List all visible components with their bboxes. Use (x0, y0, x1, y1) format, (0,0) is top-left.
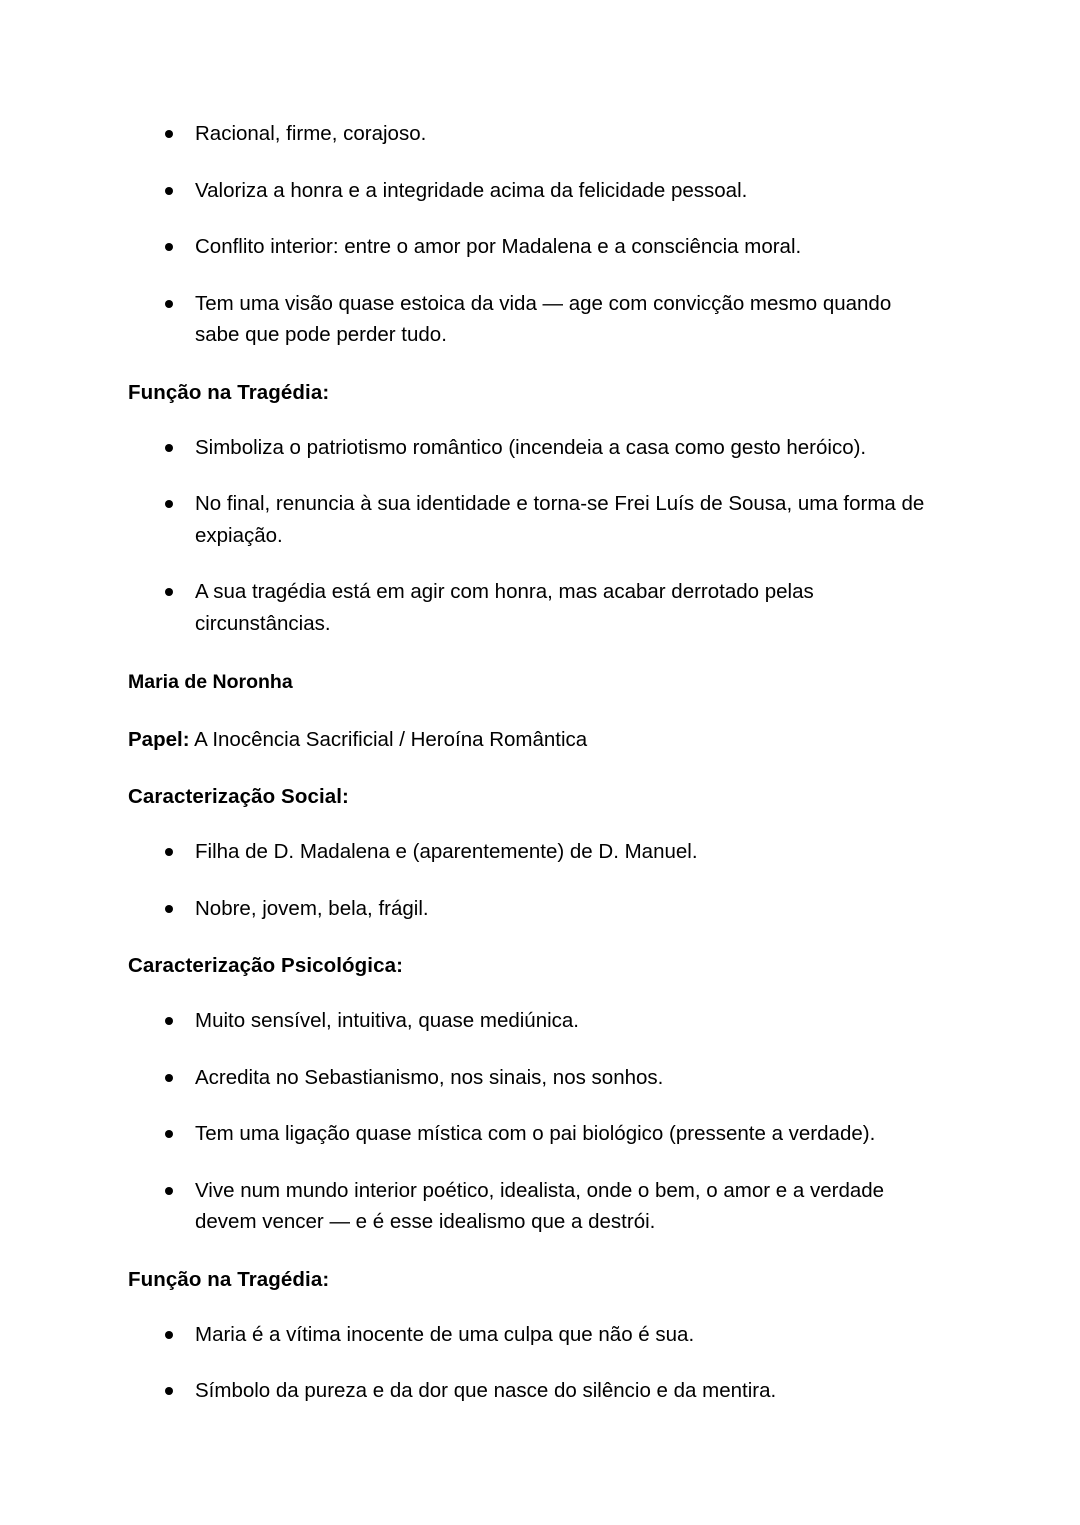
list-item-text: Nobre, jovem, bela, frágil. (195, 896, 429, 920)
list-item-text: A sua tragédia está em agir com honra, mas acabar derrotado pelas circunstâncias. (195, 580, 814, 635)
bullet-point-icon (165, 1319, 175, 1351)
list-item (128, 893, 940, 925)
spacer (128, 755, 940, 781)
funcao-tragedia-list-1 (128, 432, 940, 640)
list-item-text: Racional, firme, corajoso. (195, 122, 427, 145)
spacer (128, 1238, 940, 1264)
list-item-text: Simboliza o patriotismo romântico (incendeia a casa como gesto heróico). (195, 435, 867, 459)
papel-value: A Inocência Sacrificial / Heroína Romântica (189, 728, 588, 751)
funcao-tragedia-list-2 (128, 1319, 940, 1407)
list-item (128, 488, 940, 551)
list-item-text: Acredita no Sebastianismo, nos sinais, nos sonhos. (195, 1065, 664, 1089)
list-item-text: Símbolo da pureza e da dor que nasce do silêncio e da mentira. (195, 1379, 777, 1402)
spacer (128, 924, 940, 950)
bullet-point-icon (165, 1005, 175, 1037)
bullet-point-icon (165, 175, 175, 207)
spacer (128, 639, 940, 667)
bullet-point-icon (165, 118, 175, 150)
bullet-point-icon (165, 1375, 175, 1407)
bullet-point-icon (165, 1118, 175, 1150)
section-heading-funcao-tragedia-1: Função na Tragédia: (128, 380, 330, 404)
bullet-point-icon (165, 576, 175, 608)
list-item (128, 1375, 940, 1407)
list-item (128, 1062, 940, 1094)
bullet-point-icon (165, 432, 175, 464)
section-heading-caracterizacao-social: Caracterização Social: (128, 785, 349, 808)
spacer (128, 408, 940, 432)
spacer (128, 812, 940, 836)
section-heading-caracterizacao-psicologica: Caracterização Psicológica: (128, 954, 404, 977)
list-item (128, 1005, 940, 1037)
papel-paragraph (128, 724, 940, 755)
list-item-text: Muito sensível, intuitiva, quase mediúnica. (195, 1009, 580, 1032)
spacer (128, 1295, 940, 1319)
document-body (128, 118, 940, 1407)
list-item-text: Valoriza a honra e a integridade acima da felicidade pessoal. (195, 178, 748, 202)
list-item (128, 231, 940, 263)
list-item (128, 118, 940, 150)
list-item-text: Tem uma ligação quase mística com o pai biológico (pressente a verdade). (195, 1122, 876, 1145)
spacer (128, 351, 940, 377)
bullet-point-icon (165, 288, 175, 320)
caracterizacao-social-list (128, 836, 940, 924)
list-item (128, 576, 940, 639)
bullet-point-icon (165, 836, 175, 868)
list-item-text: Filha de D. Madalena e (aparentemente) de D. Manuel. (195, 840, 698, 863)
list-item-text: Conflito interior: entre o amor por Madalena e a consciência moral. (195, 235, 802, 258)
list-item-text: Vive num mundo interior poético, idealista, onde o bem, o amor e a verdade devem vencer — e é esse idealismo que a destrói. (195, 1178, 885, 1233)
spacer (128, 981, 940, 1005)
list-item (128, 1118, 940, 1150)
bullet-point-icon (165, 231, 175, 263)
papel-label: Papel: (128, 728, 190, 751)
bullet-point-icon (165, 1175, 175, 1207)
list-item (128, 1175, 940, 1238)
list-item-text: Maria é a vítima inocente de uma culpa que não é sua. (195, 1322, 695, 1346)
list-item (128, 836, 940, 868)
list-item (128, 288, 940, 351)
caracterizacao-psicologica-list (128, 1005, 940, 1238)
character-heading-maria-de-noronha: Maria de Noronha (128, 671, 293, 693)
bullet-point-icon (165, 893, 175, 925)
list-item (128, 432, 940, 464)
list-item-text: No final, renuncia à sua identidade e torna-se Frei Luís de Sousa, uma forma de expiação. (195, 492, 925, 547)
section-heading-funcao-tragedia-2: Função na Tragédia: (128, 1267, 330, 1291)
list-item-text: Tem uma visão quase estoica da vida — age com convicção mesmo quando sabe que pode perder tudo. (195, 291, 892, 346)
bullet-point-icon (165, 1062, 175, 1094)
psychological-traits-list (128, 118, 940, 351)
spacer (128, 698, 940, 724)
list-item (128, 175, 940, 207)
bullet-point-icon (165, 488, 175, 520)
list-item (128, 1319, 940, 1351)
